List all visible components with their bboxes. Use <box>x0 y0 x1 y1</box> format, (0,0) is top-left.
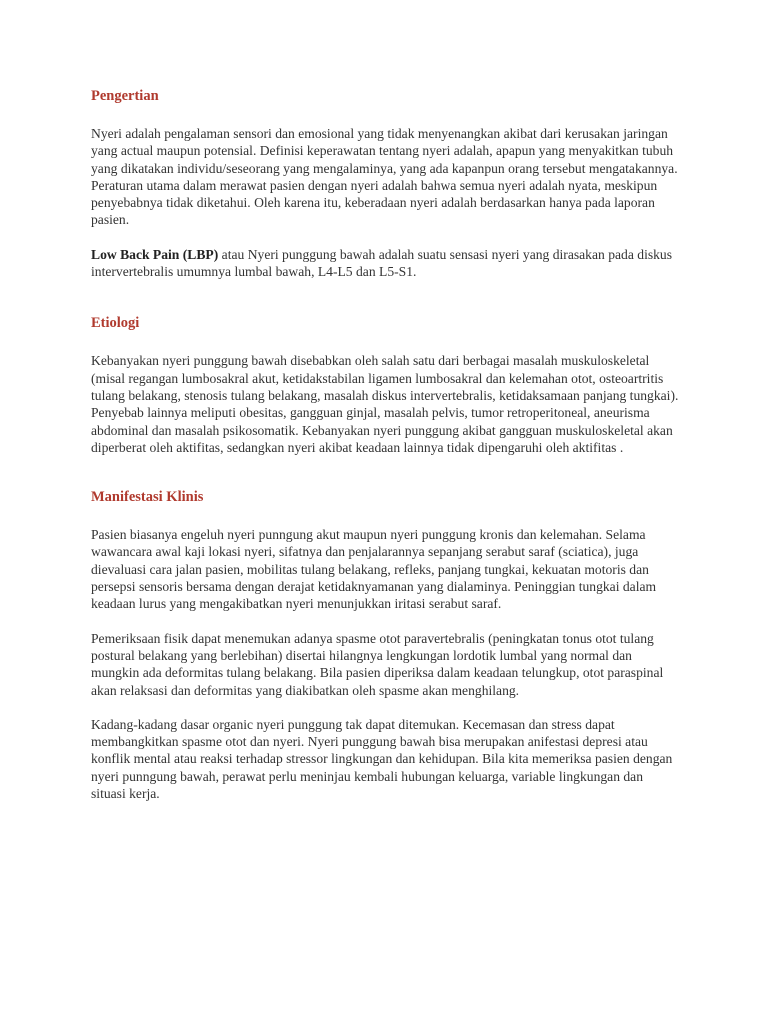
section-heading-manifestasi-klinis: Manifestasi Klinis <box>91 489 204 506</box>
paragraph-manifestasi-3: Kadang-kadang dasar organic nyeri punggung tak dapat ditemukan. Kecemasan dan stress dapat membangkitkan spasme otot dan nyeri. Nyeri punggung bawah bisa merupakan anifestasi depresi atau konflik mental atau reaksi terhadap stressor lingkungan dan kehidupan. Bila kita memeriksa pasien dengan nyeri punngung bawah, perawat perlu meninjau kembali hubungan keluarga, variable lingkungan dan situasi kerja. <box>91 716 673 802</box>
section-heading-pengertian: Pengertian <box>91 88 159 104</box>
document-page <box>91 88 681 802</box>
lbp-description: atau Nyeri punggung bawah adalah suatu sensasi nyeri yang dirasakan pada diskus intervertebralis umumnya lumbal bawah, L4-L5 dan L5-S1. <box>91 246 673 280</box>
paragraph-definisi-nyeri: Nyeri adalah pengalaman sensori dan emosional yang tidak menyenangkan akibat dari kerusakan jaringan yang actual maupun potensial. Definisi keperawatan tentang nyeri adalah, apapun yang menyakitkan tubuh yang dikatakan individu/seseorang yang mengalaminya, yang ada kapanpun orang tersebut mengatakannya. Peraturan utama dalam merawat pasien dengan nyeri adalah bahwa semua nyeri adalah nyata, meskipun penyebabnya tidak diketahui. Oleh karena itu, keberadaan nyeri adalah berdasarkan hanya pada laporan pasien. <box>91 126 678 228</box>
section-heading-etiologi: Etiologi <box>91 315 140 332</box>
paragraph-manifestasi-1: Pasien biasanya engeluh nyeri punngung akut maupun nyeri punggung kronis dan kelemahan. Selama wawancara awal kaji lokasi nyeri, sifatnya dan penjalarannya sepanjang serabut saraf (sciatica), juga dievaluasi cara jalan pasien, mobilitas tulang belakang, refleks, panjang tungkai, kekuatan motoris dan persepsi sensoris bersama dengan derajat ketidaknyamanan yang dialaminya. Peninggian tungkai dalam keadaan lurus yang mengakibatkan nyeri menunjukkan iritasi serabut saraf. <box>91 527 657 612</box>
lbp-term: Low Back Pain (LBP) <box>91 246 219 262</box>
paragraph-etiologi: Kebanyakan nyeri punggung bawah disebabkan oleh salah satu dari berbagai masalah muskuloskeletal (misal regangan lumbosakral akut, ketidakstabilan ligamen lumbosakral dan kelemahan otot, osteoartritis tulang belakang, stenosis tulang belakang, masalah diskus intervertebralis, ketidaksamaan panjang tungkai). Penyebab lainnya meliputi obesitas, gangguan ginjal, masalah pelvis, tumor retroperitoneal, aneurisma abdominal dan masalah psikosomatik. Kebanyakan nyeri punggung akibat gangguan muskuloskeletal akan diperberat oleh aktifitas, sedangkan nyeri akibat keadaan lainnya tidak dipengaruhi oleh aktifitas . <box>91 353 679 455</box>
paragraph-manifestasi-2: Pemeriksaan fisik dapat menemukan adanya spasme otot paravertebralis (peningkatan tonus otot tulang postural belakang yang berlebihan) disertai hilangnya lengkungan lordotik lumbal yang normal dan mungkin ada deformitas tulang belakang. Bila pasien diperiksa dalam keadaan telungkup, otot paraspinal akan relaksasi dan deformitas yang diakibatkan oleh spasme akan menghilang. <box>91 630 664 698</box>
paragraph-lbp-definition <box>91 246 681 281</box>
